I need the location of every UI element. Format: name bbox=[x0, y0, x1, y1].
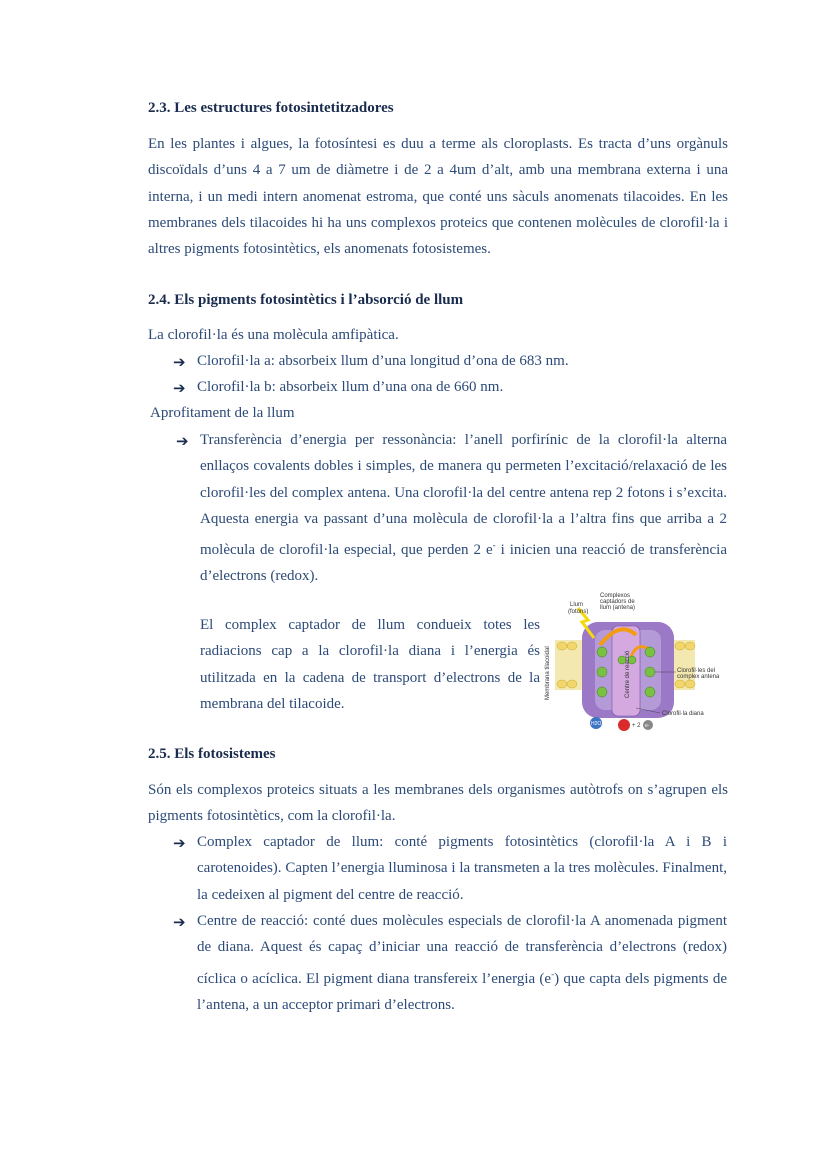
arrow-right-icon: ➔ bbox=[173, 913, 186, 931]
aprofitament-label: Aprofitament de la llum bbox=[150, 405, 295, 421]
centre-text-2: ) que capta dels pigments de l’antena, a un acceptor primari d’electrons. bbox=[197, 970, 727, 1013]
label-centre-reaccio: Centre de reacció bbox=[625, 650, 631, 698]
arrow-right-icon: ➔ bbox=[176, 432, 189, 450]
transfer-text-2: i inicien una reacció de transferència d’electrons (redox). bbox=[200, 542, 727, 585]
section-heading-2-5: 2.5. Els fotosistemes bbox=[148, 746, 276, 762]
transfer-text-1: Transferència d’energia per ressonància: l’anell porfirínic de la clorofil·la alterna enllaços covalents dobles i simples, de manera qu permeten l’excitació/relaxació de les clorofil·les del complex antena. Una clorofil·la del centre antena rep 2 fotons i s’excita. Aquesta energia va passant d’una molècula de clorofil·la a l’altra fins que arriba a 2 molècula de clorofil·la especial, que perden 2 e bbox=[200, 432, 727, 559]
section-heading-2-4: 2.4. Els pigments fotosintètics i l’absorció de llum bbox=[148, 292, 464, 308]
label-captadors: captadors de bbox=[600, 599, 635, 605]
electron-superscript: - bbox=[492, 540, 496, 551]
bullet-complex-captador: Complex captador de llum: conté pigments fotosintètics (clorofil·la A i B i carotenoides). Capten l’energia lluminosa i la transmeten a la tres molècules. Finalment, la cedeixen al pigment del centre de reacció. bbox=[197, 834, 727, 903]
label-membrana: Membrana tilacoidal bbox=[545, 646, 551, 700]
chlorophyll-intro: La clorofil·la és una molècula amfipàtica. bbox=[148, 327, 399, 343]
oxygen-molecule bbox=[618, 719, 630, 731]
bullet-clorofil-a: Clorofil·la a: absorbeix llum d’una longitud d’ona de 683 nm. bbox=[197, 353, 569, 369]
label-complex-antena: complex antena bbox=[677, 674, 720, 680]
label-fotons: (fotons) bbox=[568, 609, 589, 615]
arrow-right-icon: ➔ bbox=[173, 834, 186, 852]
label-llum: Llum bbox=[570, 602, 584, 608]
label-diana: Clorofil·la diana bbox=[662, 711, 704, 717]
plus-two-label: + 2 bbox=[632, 723, 641, 729]
section-heading-2-3: 2.3. Les estructures fotosintetitzadores bbox=[148, 100, 394, 116]
label-clorofilles: Clorofil·les del bbox=[677, 668, 716, 674]
bullet-transferencia bbox=[200, 427, 727, 590]
label-complexos: Complexos bbox=[600, 593, 631, 599]
label-llum-antena: llum (antena) bbox=[600, 605, 636, 611]
section-2-5-paragraph: Són els complexos proteics situats a les membranes dels organismes autòtrofs on s’agrupen els pigments fotosintètics, com la clorofil·la. bbox=[148, 782, 728, 825]
section-2-3-paragraph: En les plantes i algues, la fotosíntesi es duu a terme als cloroplasts. Es tracta d’uns orgànuls discoïdals d’uns 4 a 7 um de diàmetre i de 2 a 4um d’alt, amb una membrana externa i una interna, i un medi intern anomenat estroma, que conté uns sàculs anomenats tilacoides. En les membranes dels tilacoides hi ha uns complexos proteics que contenen molècules de clorofil·la i altres pigments fotosintètics, els anomenats fotosistemes. bbox=[148, 136, 728, 258]
arrow-right-icon: ➔ bbox=[173, 353, 186, 371]
h2o-label: H2O bbox=[591, 721, 602, 727]
electron-label: e- bbox=[645, 723, 650, 729]
centre-text-1: Centre de reacció: conté dues molècules especials de clorofil·la A anomenada pigment de diana. Aquest és capaç d’iniciar una reacció de transferència d’electrons (redox) cíclica o acíclica. El pigment diana transfereix l’energia (e bbox=[197, 913, 727, 987]
photosystem-diagram bbox=[540, 590, 730, 735]
bullet-clorofil-b: Clorofil·la b: absorbeix llum d’una ona de 660 nm. bbox=[197, 379, 504, 395]
bullet-centre-reaccio bbox=[197, 908, 727, 1018]
arrow-right-icon: ➔ bbox=[173, 379, 186, 397]
electron-superscript: - bbox=[551, 968, 555, 979]
complex-captador-paragraph: El complex captador de llum condueix totes les radiacions cap a la clorofil·la diana i l’energia és utilitzada en la cadena de transport d’electrons de la membrana del tilacoide. bbox=[200, 617, 540, 712]
